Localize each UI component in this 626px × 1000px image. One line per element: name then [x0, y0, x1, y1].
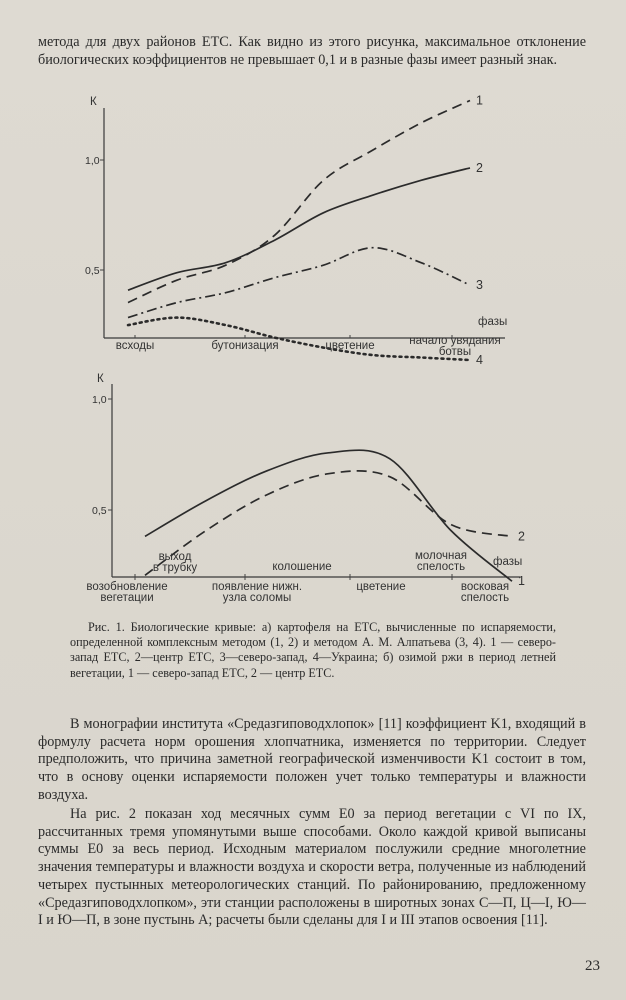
chart-b-ylabel: К — [97, 373, 104, 385]
chart-b-lower-category-label: появление нижн. узла соломы — [211, 581, 303, 604]
chart-b-series-label: 1 — [518, 574, 525, 589]
chart-a-xlabel: фазы — [478, 316, 508, 328]
chart-b-lower-category-label: цветение — [356, 581, 406, 593]
paragraph-top: метода для двух районов ЕТС. Как видно из этого рисунка, максимальное отклонение биологических коэффициентов не превышает 0,1 и в разные фазы имеет разный знак. — [38, 34, 586, 68]
chart-b-upper-category-label: молочная спелость — [415, 550, 467, 573]
chart-a-series-label: 1 — [476, 93, 483, 108]
chart-a-category-label: всходы — [115, 340, 155, 352]
chart-a-ytick-label: 0,5 — [85, 265, 100, 277]
chart-b-series-label: 2 — [518, 529, 525, 544]
page-number: 23 — [585, 958, 600, 974]
chart-a-series-label: 2 — [476, 160, 483, 175]
chart-a-series-label: 4 — [476, 353, 483, 367]
chart-a-ylabel: К — [90, 96, 97, 108]
chart-a-series-label: 3 — [476, 278, 483, 293]
chart-b — [86, 373, 525, 604]
chart-b-ytick-label: 0,5 — [92, 505, 107, 517]
chart-b-lower-category-label: восковая спелость — [460, 581, 510, 604]
chart-b-upper-category-label: выход в трубку — [152, 551, 198, 574]
chart-a-category-label: начало увядания ботвы — [409, 335, 501, 358]
chart-b-ytick-label: 1,0 — [92, 394, 107, 406]
chart-b-xlabel: фазы — [493, 556, 523, 568]
paragraph-1: В монографии института «Средазгиповодхлопок» [11] коэффициент K1, входящий в формулу расчета норм орошения хлопчатника, изменяется по территории. Следует предположить, что причина заметной географической изменчивости K1 состоит в том, что в основу оценки испаряемости положен учет только температуры и влажности воздуха. — [38, 716, 586, 803]
chart-a-ytick-label: 1,0 — [85, 155, 100, 167]
chart-b-lower-category-label: возобновление вегетации — [86, 581, 168, 604]
chart-a — [85, 94, 507, 368]
chart-b-upper-category-label: колошение — [272, 561, 332, 573]
a-series-line-3 — [128, 248, 470, 318]
chart-a-category-label: бутонизация — [211, 340, 279, 352]
paragraph-2: На рис. 2 показан ход месячных сумм E0 за период вегетации с VI по IX, рассчитанных тремя упомянутыми выше способами. Около каждой кривой выписаны суммы E0 за весь период. Исходным материалом послужили средние многолетние значения температуры и влажности воздуха и скорости ветра, полученные из наблюдений четырех пустынных метеорологических станций. По районированию, предложенному «Средазгиповодхлопком», эти станции расположены в широтных зонах С—П, Ц—I, Ю—I и Ю—П, в зоне пустынь А; расчеты были сделаны для I и III этапов освоения [11]. — [38, 806, 586, 929]
a-series-line-2 — [128, 168, 470, 290]
chart-a-category-label: цветение — [325, 340, 375, 352]
figure-caption: Рис. 1. Биологические кривые: а) картофеля на ЕТС, вычисленные по испаряемости, определенной комплексным методом (1, 2) и методом А. М. Алпатьева (3, 4). 1 — северо-запад ЕТС, 2—центр ЕТС, 3—северо-запад, 4—Украина; б) озимой ржи в период летней вегетации, 1 — северо-запад ЕТС, 2 — центр ЕТС. — [70, 620, 556, 680]
